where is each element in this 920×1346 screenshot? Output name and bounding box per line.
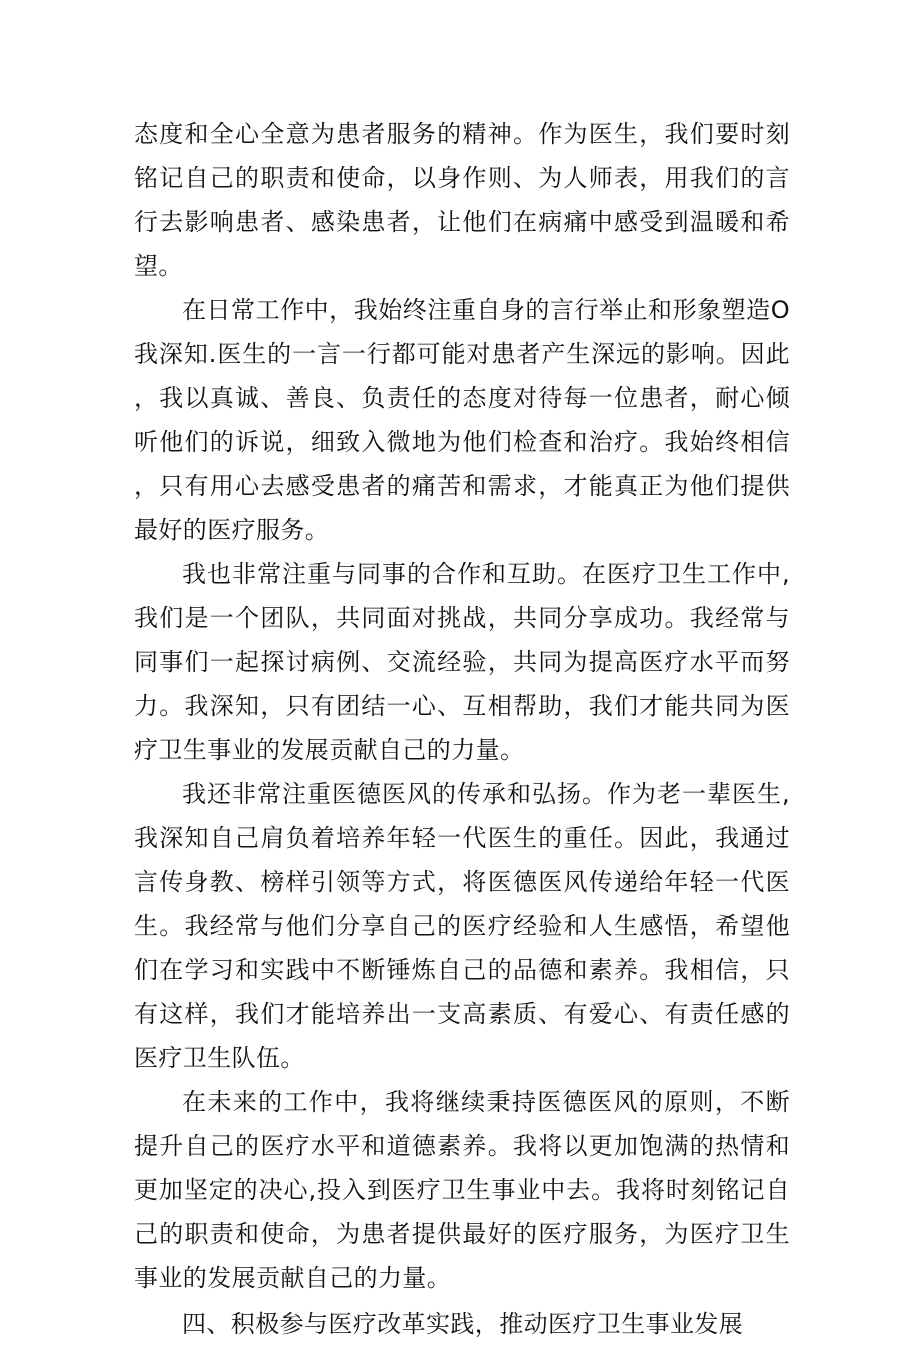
paragraph-daily-work: 在日常工作中，我始终注重自身的言行举止和形象塑造O我深知.医生的一言一行都可能对患者产生深远的影响。因此，我以真诚、善良、负责任的态度对待每一位患者，耐心倾听他们的诉说，细致入微地为他们检查和治疗。我始终相信，只有用心去感受患者的痛苦和需求，才能真正为他们提供最好的医疗服务。	[134, 296, 790, 544]
paragraph-medical-ethics: 我还非常注重医德医风的传承和弘扬。作为老一辈医生,我深知自己肩负着培养年轻一代医生的重任。因此，我通过言传身教、榜样引领等方式，将医德医风传递给年轻一代医生。我经常与他们分享自己的医疗经验和人生感悟，希望他们在学习和实践中不断锤炼自己的品德和素养。我相信，只有这样，我们才能培养出一支高素质、有爱心、有责任感的医疗卫生队伍。	[134, 780, 790, 1072]
section-heading: 四、积极参与医疗改革实践，推动医疗卫生事业发展	[182, 1310, 744, 1338]
paragraph-teamwork: 我也非常注重与同事的合作和互助。在医疗卫生工作中,我们是一个团队，共同面对挑战，共同分享成功。我经常与同事们一起探讨病例、交流经验，共同为提高医疗水平而努力。我深知，只有团结一心、互相帮助，我们才能共同为医疗卫生事业的发展贡献自己的力量。	[134, 560, 790, 764]
paragraph-continuation: 态度和全心全意为患者服务的精神。作为医生，我们要时刻铭记自己的职责和使命，以身作则、为人师表，用我们的言行去影响患者、感染患者，让他们在病痛中感受到温暖和希望。	[134, 120, 790, 280]
document-body	[134, 112, 790, 1346]
paragraph-future-work: 在未来的工作中，我将继续秉持医德医风的原则，不断提升自己的医疗水平和道德素养。我将以更加饱满的热情和更加坚定的决心,投入到医疗卫生事业中去。我将时刻铭记自己的职责和使命，为患者提供最好的医疗服务，为医疗卫生事业的发展贡献自己的力量。	[134, 1088, 790, 1292]
